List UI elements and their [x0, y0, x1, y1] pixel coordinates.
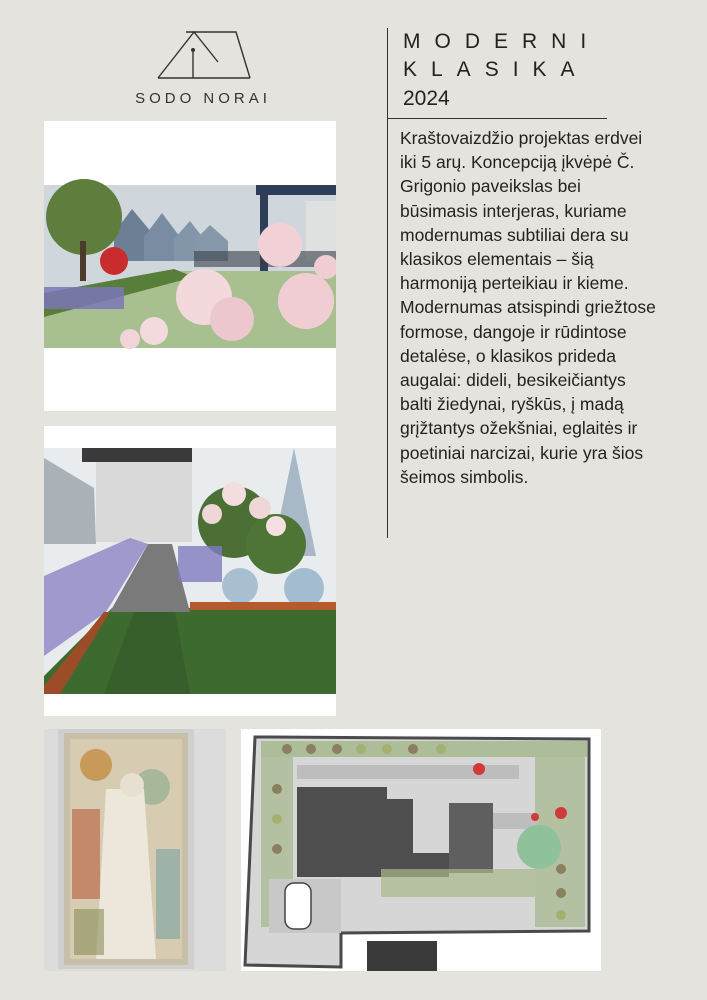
vertical-divider — [387, 28, 388, 538]
painting-photo — [44, 729, 226, 971]
garden-site-plan — [241, 729, 601, 971]
brand-name: SODO NORAI — [135, 90, 271, 107]
page-title-line-2: KLASIKA — [403, 58, 589, 81]
page-title-line-1: MODERNI — [403, 30, 601, 53]
project-description: Kraštovaizdžio projektas erdvei iki 5 arų. Koncepciją įkvėpė Č. Grigonio paveikslas bei būsimasis interjeras, kuriame modernumas subtiliai dera su klasikos elementais – šią harmoniją perteikiau ir kieme. Modernumas atsispindi griežtose formose, dangoje ir rūdintose detalėse, o klasikos prideda augalai: dideli, besikeičiantys balti žiedynai, ryškūs, į madą grįžtantys ožekšniai, eglaitės ir poetiniai narcizai, kurie yra šios šeimos simbolis. — [400, 128, 656, 487]
year: 2024 — [403, 87, 450, 110]
garden-render-path — [44, 426, 336, 716]
house-logo-icon — [156, 28, 252, 80]
garden-render-hydrangeas — [44, 121, 336, 411]
logo — [118, 28, 288, 110]
horizontal-divider — [387, 118, 607, 119]
